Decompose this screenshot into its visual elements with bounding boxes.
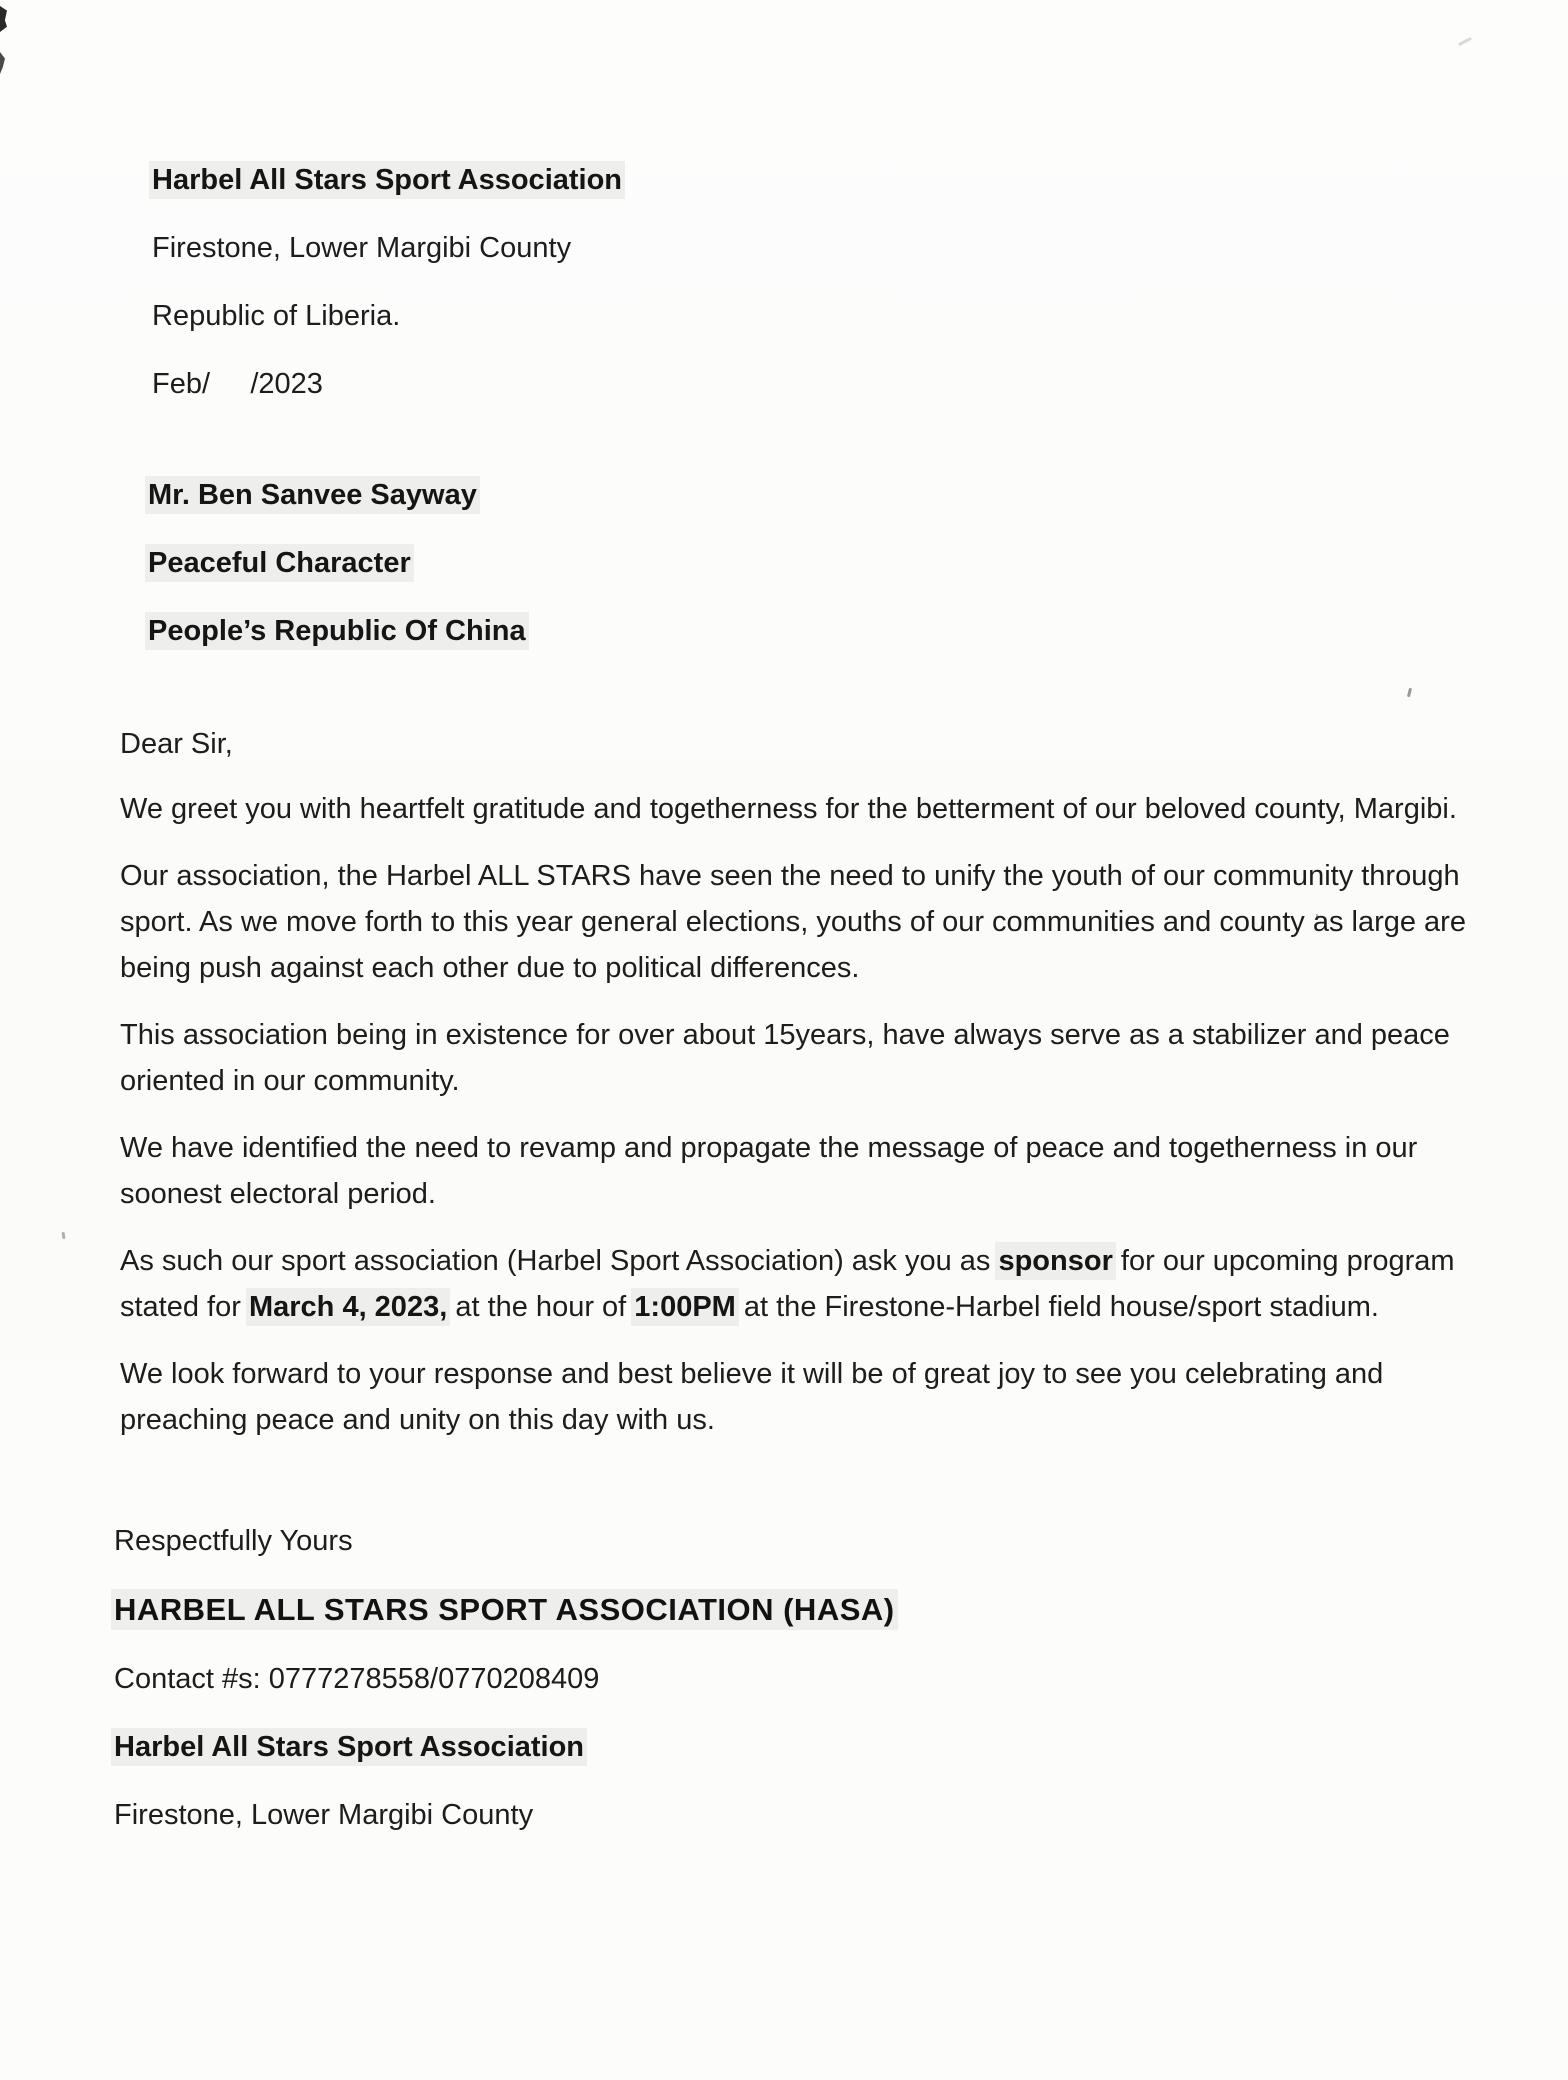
paragraph-text: for our upcoming program stated for xyxy=(120,1245,1455,1323)
sender-organization xyxy=(152,158,1568,203)
recipient-name-text: Mr. Ben Sanvee Sayway xyxy=(148,479,477,511)
closing-location: Firestone, Lower Margibi County xyxy=(114,1799,534,1831)
sender-address-line1: Firestone, Lower Margibi County xyxy=(152,232,572,264)
closing-contact-numbers: Contact #s: 0777278558/0770208409 xyxy=(114,1663,600,1695)
closing-organization-caps xyxy=(114,1587,1568,1634)
paragraph-text: This association being in existence for over about 15years, have always serve as a stabilizer and peace oriented in our community. xyxy=(120,1019,1450,1097)
recipient-name xyxy=(148,473,1568,518)
paragraph-text: at the Firestone-Harbel field house/sport stadium. xyxy=(735,1291,1379,1323)
body-paragraph xyxy=(120,786,1498,832)
body-paragraph xyxy=(120,1351,1498,1443)
emphasized-text: 1:00PM xyxy=(634,1291,736,1323)
salutation: Dear Sir, xyxy=(120,728,233,760)
paragraph-text: We greet you with heartfelt gratitude and togetherness for the betterment of our beloved county, Margibi. xyxy=(120,793,1457,825)
sender-address-line2: Republic of Liberia. xyxy=(152,300,401,332)
emphasized-text: sponsor xyxy=(998,1245,1113,1277)
paragraph-text: We have identified the need to revamp and propagate the message of peace and togetherness in our soonest electoral period. xyxy=(120,1132,1418,1210)
emphasized-text: March 4, 2023, xyxy=(248,1291,448,1323)
closing-block xyxy=(114,1519,1568,1838)
recipient-block xyxy=(148,473,1568,654)
paragraph-text: We look forward to your response and best believe it will be of great joy to see you celebrating and preaching peace and unity on this day with us. xyxy=(120,1358,1384,1436)
body-paragraph xyxy=(120,853,1498,991)
recipient-line3-text: People’s Republic Of China xyxy=(148,615,526,647)
paragraph-text: at the hour of xyxy=(447,1291,635,1323)
recipient-line3 xyxy=(148,609,1568,654)
sender-organization-text: Harbel All Stars Sport Association xyxy=(152,164,623,196)
closing-organization-text: Harbel All Stars Sport Association xyxy=(114,1731,585,1763)
paragraph-text: Our association, the Harbel ALL STARS have seen the need to unify the youth of our community through sport. As we move forth to this year general elections, youths of our communities and county as large are being push against each other due to political differences. xyxy=(120,860,1466,984)
closing-organization-caps-text: HARBEL ALL STARS SPORT ASSOCIATION (HASA) xyxy=(114,1592,895,1627)
closing-respectfully: Respectfully Yours xyxy=(114,1525,353,1557)
letter-body xyxy=(120,721,1498,1443)
recipient-line2 xyxy=(148,541,1568,586)
sender-block xyxy=(152,158,1568,407)
letter-date: Feb/ /2023 xyxy=(152,368,323,400)
closing-organization xyxy=(114,1725,1568,1770)
body-paragraph xyxy=(120,1012,1498,1104)
recipient-line2-text: Peaceful Character xyxy=(148,547,411,579)
body-paragraph xyxy=(120,1125,1498,1217)
paragraph-text: As such our sport association (Harbel Sport Association) ask you as xyxy=(120,1245,999,1277)
body-paragraph xyxy=(120,1238,1498,1330)
